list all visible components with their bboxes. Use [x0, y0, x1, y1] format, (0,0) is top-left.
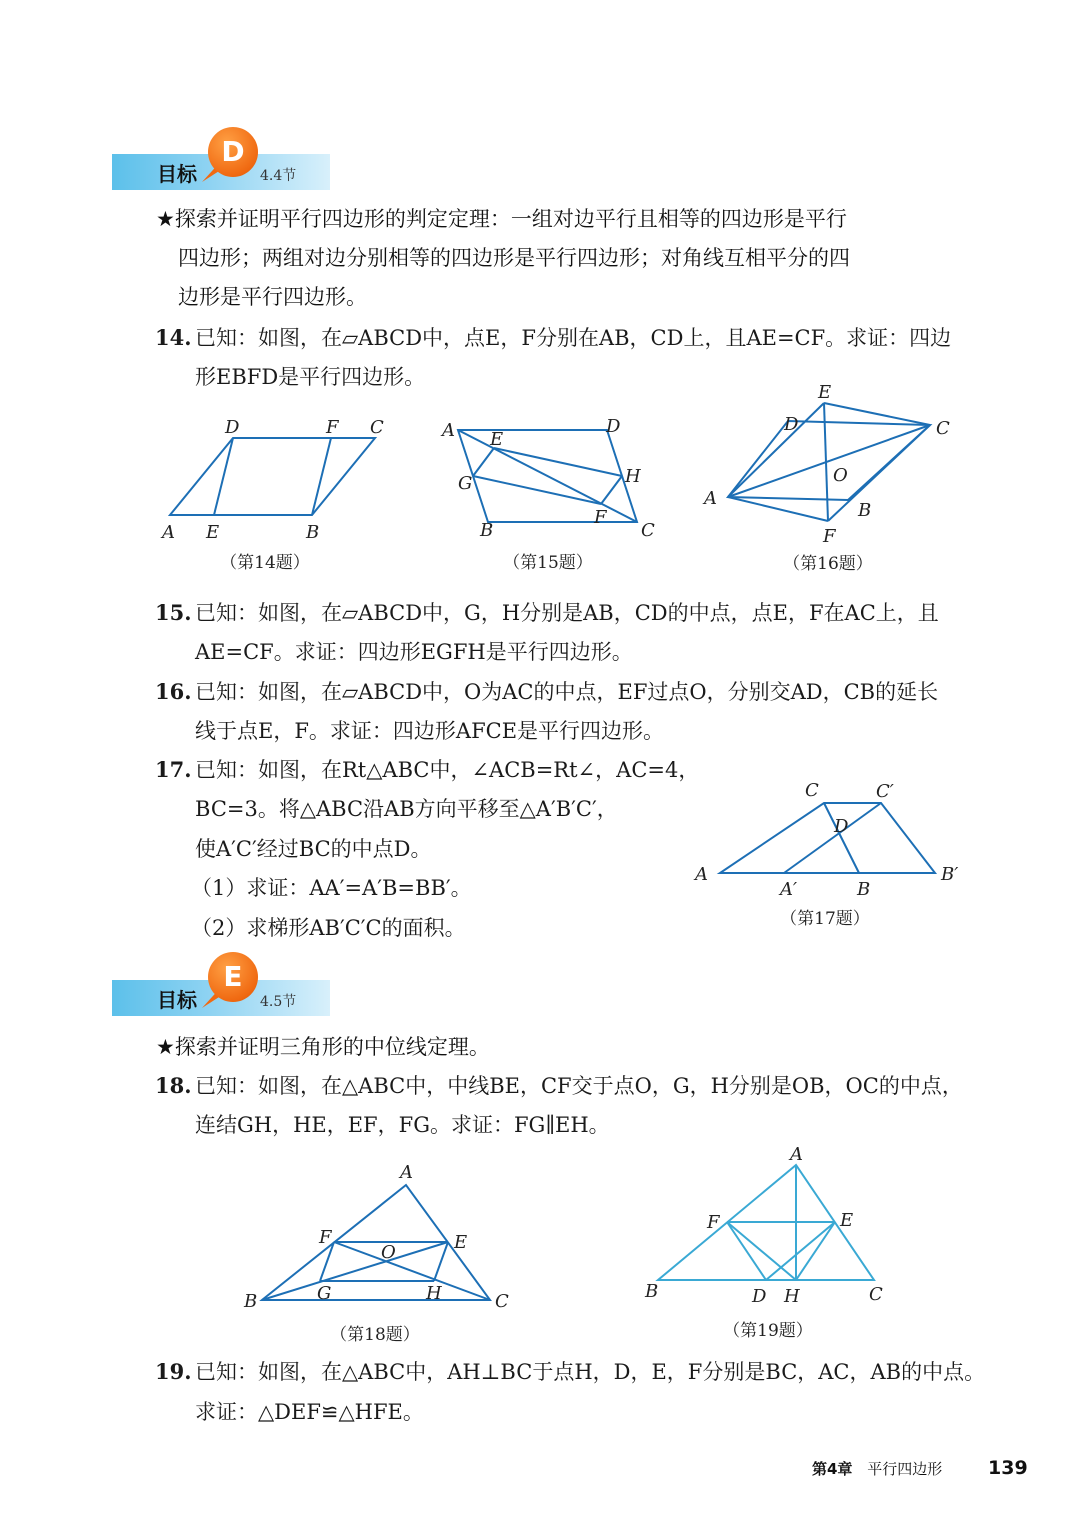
- fig19-label-e: E: [840, 1210, 854, 1231]
- q16-line2: 线于点E，F。求证：四边形AFCE是平行四边形。: [195, 719, 665, 743]
- fig14-label-f: F: [326, 417, 339, 438]
- section-e-ref: 4.5节: [260, 994, 297, 1010]
- fig18-label-a: A: [400, 1162, 413, 1183]
- fig16-label-a: A: [704, 488, 717, 509]
- fig15-caption: （第15题）: [503, 553, 593, 573]
- q14-line2: 形EBFD是平行四边形。: [195, 365, 426, 389]
- fig18-label-o: O: [381, 1242, 396, 1263]
- q19-line2: 求证：△DEF≌△HFE。: [195, 1400, 424, 1424]
- fig18-label-e: E: [454, 1232, 468, 1253]
- figure-14: [150, 405, 400, 545]
- fig19-segment-ed: [766, 1222, 835, 1280]
- q17-sub2: （2）求梯形AB′C′C的面积。: [191, 916, 466, 940]
- section-e-objective-1: ★探索并证明三角形的中位线定理。: [156, 1035, 490, 1059]
- q18-line2: 连结GH，HE，EF，FG。求证：FG∥EH。: [195, 1113, 610, 1137]
- fig19-label-h: H: [784, 1286, 800, 1307]
- fig17-caption: （第17题）: [780, 909, 870, 929]
- q18-line1: 已知：如图，在△ABC中，中线BE，CF交于点O，G，H分别是OB，OC的中点，: [195, 1074, 963, 1098]
- fig16-diagonal-ac: [728, 425, 930, 497]
- fig18-label-h: H: [426, 1283, 442, 1304]
- fig14-caption: （第14题）: [220, 553, 310, 573]
- fig15-label-c: C: [641, 520, 655, 541]
- fig15-label-b: B: [480, 520, 494, 541]
- fig16-label-b: B: [858, 500, 872, 521]
- fig19-segment-fh: [727, 1222, 796, 1280]
- q17-number: 17.: [155, 757, 192, 782]
- fig15-diagonal-ac: [458, 430, 637, 522]
- fig15-segment-eg: [473, 448, 494, 476]
- fig17-segment-cb: [824, 803, 859, 873]
- footer-chapter: [812, 1459, 942, 1479]
- figure-17: [690, 775, 965, 900]
- section-d-ref: 4.4节: [260, 168, 297, 184]
- q17-line2: BC=3。将△ABC沿AB方向平移至△A′B′C′，: [195, 797, 618, 821]
- fig16-caption: （第16题）: [783, 554, 873, 574]
- figure-15: [440, 410, 670, 540]
- q15-line1: 已知：如图，在▱ABCD中，G，H分别是AB，CD的中点，点E，F在AC上，且: [195, 601, 939, 625]
- page-number: 139: [988, 1457, 1028, 1479]
- fig16-label-f: F: [823, 526, 836, 547]
- fig16-label-e: E: [818, 382, 832, 403]
- q18-number: 18.: [155, 1073, 192, 1098]
- section-d-objective-2: 四边形；两组对边分别相等的四边形是平行四边形；对角线互相平分的四: [178, 246, 850, 270]
- fig15-segment-he: [494, 448, 622, 476]
- fig17-label-a: A: [695, 864, 708, 885]
- fig14-label-b: B: [306, 522, 320, 543]
- fig19-label-f: F: [707, 1212, 720, 1233]
- fig19-label-d: D: [752, 1286, 767, 1307]
- section-d-badge: D: [208, 127, 258, 177]
- fig15-segment-fh: [601, 476, 622, 504]
- fig14-label-d: D: [225, 417, 240, 438]
- fig19-label-a: A: [790, 1144, 803, 1165]
- fig19-label-c: C: [869, 1284, 883, 1305]
- q14-number: 14.: [155, 325, 192, 350]
- figure-16: [700, 380, 960, 545]
- fig18-label-g: G: [317, 1283, 332, 1304]
- q17-line1: 已知：如图，在Rt△ABC中，∠ACB=Rt∠，AC=4，: [195, 758, 700, 782]
- fig18-label-c: C: [495, 1291, 509, 1312]
- fig14-label-e: E: [206, 522, 220, 543]
- section-e-label: 目标: [157, 988, 197, 1012]
- footer-chapter-number: 第4章: [812, 1460, 853, 1478]
- fig16-label-c: C: [936, 418, 950, 439]
- q19-line1: 已知：如图，在△ABC中，AH⊥BC于点H，D，E，F分别是BC，AC，AB的中点。: [195, 1360, 986, 1384]
- fig18-label-f: F: [319, 1227, 332, 1248]
- fig14-label-c: C: [370, 417, 384, 438]
- q17-sub1: （1）求证：AA′=A′B=BB′。: [191, 876, 472, 900]
- fig14-parallelogram: [170, 438, 375, 515]
- fig17-label-d: D: [834, 816, 849, 837]
- q15-line2: AE=CF。求证：四边形EGFH是平行四边形。: [195, 640, 633, 664]
- fig18-label-b: B: [244, 1291, 258, 1312]
- fig15-segment-gf: [473, 476, 601, 504]
- fig15-label-e: E: [490, 429, 504, 450]
- section-d-objective-1: ★探索并证明平行四边形的判定定理：一组对边平行且相等的四边形是平行: [156, 207, 847, 231]
- fig17-label-ap: A′: [780, 879, 798, 900]
- fig15-label-h: H: [625, 466, 641, 487]
- section-e-badge: E: [208, 952, 258, 1002]
- q17-line3: 使A′C′经过BC的中点D。: [195, 837, 432, 861]
- fig17-trapezoid: [720, 803, 935, 873]
- fig15-label-f: F: [594, 507, 607, 528]
- fig15-label-g: G: [458, 473, 473, 494]
- footer-chapter-title: 平行四边形: [867, 1460, 943, 1478]
- section-d-label: 目标: [157, 162, 197, 186]
- q16-line1: 已知：如图，在▱ABCD中，O为AC的中点，EF过点O，分别交AD，CB的延长: [195, 680, 939, 704]
- figure-18: [240, 1155, 530, 1315]
- q14-line1: 已知：如图，在▱ABCD中，点E，F分别在AB，CD上，且AE=CF。求证：四边: [195, 326, 952, 350]
- fig16-segment-af: [728, 497, 828, 521]
- fig17-label-b: B: [857, 879, 871, 900]
- fig16-label-o: O: [833, 465, 848, 486]
- q19-number: 19.: [155, 1359, 192, 1384]
- fig17-segment-apcp: [784, 803, 881, 873]
- fig18-segment-he: [434, 1242, 448, 1281]
- fig15-label-d: D: [606, 416, 621, 437]
- fig19-caption: （第19题）: [723, 1321, 813, 1341]
- fig17-label-c: C: [805, 780, 819, 801]
- figure-19: [640, 1140, 900, 1310]
- fig16-segment-ae: [728, 403, 824, 497]
- fig19-label-b: B: [645, 1281, 659, 1302]
- fig17-label-cp: C′: [876, 781, 894, 802]
- fig17-label-bp: B′: [941, 864, 959, 885]
- fig15-label-a: A: [442, 420, 455, 441]
- q15-number: 15.: [155, 600, 192, 625]
- section-d-objective-3: 边形是平行四边形。: [178, 285, 367, 309]
- fig16-label-d: D: [784, 414, 799, 435]
- fig18-caption: （第18题）: [330, 1325, 420, 1345]
- fig14-label-a: A: [162, 522, 175, 543]
- q16-number: 16.: [155, 679, 192, 704]
